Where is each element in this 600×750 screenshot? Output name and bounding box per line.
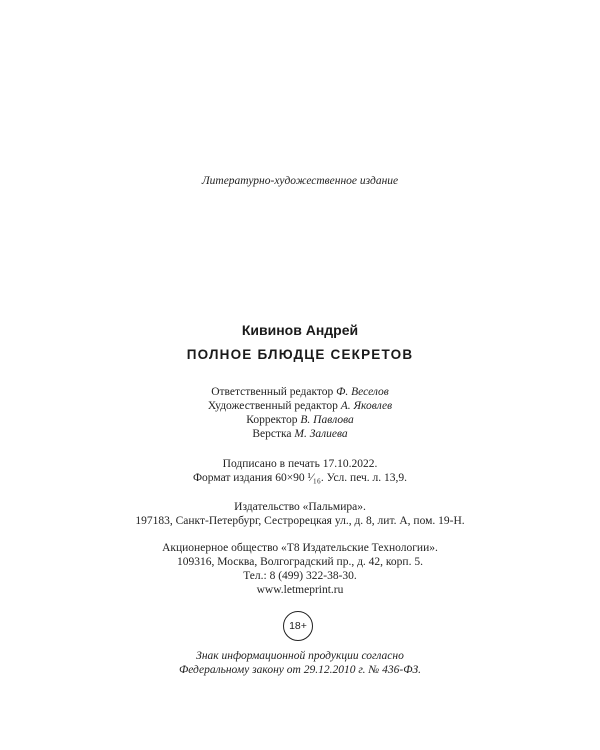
credit-line [0, 385, 600, 399]
credit-line [0, 399, 600, 413]
age-rating-note-2: Федеральному закону от 29.12.2010 г. № 436-ФЗ. [178, 664, 422, 676]
credit-role: Ответственный редактор [211, 386, 334, 398]
credit-line [0, 427, 600, 441]
edition-type: Литературно-художественное издание [201, 175, 399, 187]
credit-role: Корректор [246, 414, 298, 426]
author-name: Кивинов Андрей [241, 322, 359, 338]
edition-format: Формат издания 60×90 ¹⁄₁₆. Усл. печ. л. 13,9. [192, 472, 408, 484]
age-rating-badge: 18+ [283, 611, 313, 641]
credit-name: В. Павлова [300, 414, 354, 426]
book-title: ПОЛНОЕ БЛЮДЦЕ СЕКРЕТОВ [186, 347, 414, 362]
age-rating-note-1: Знак информационной продукции согласно [196, 650, 404, 662]
credit-role: Верстка [252, 428, 292, 440]
credit-name: М. Залиева [294, 428, 348, 440]
printer-address: 109316, Москва, Волгоградский пр., д. 42, корп. 5. [177, 556, 423, 568]
credit-line [0, 413, 600, 427]
publisher-address: 197183, Санкт-Петербург, Сестрорецкая ул., д. 8, лит. А, пом. 19-Н. [135, 515, 465, 527]
credit-role: Художественный редактор [207, 400, 338, 412]
publisher-name: Издательство «Пальмира». [234, 501, 366, 513]
printer-name: Акционерное общество «T8 Издательские Технологии». [162, 542, 438, 554]
credit-name: А. Яковлев [340, 400, 393, 412]
printer-website[interactable]: www.letmeprint.ru [256, 584, 344, 596]
printer-phone: Тел.: 8 (499) 322-38-30. [243, 570, 357, 582]
credit-name: Ф. Веселов [336, 386, 389, 398]
signed-date: Подписано в печать 17.10.2022. [222, 458, 378, 470]
